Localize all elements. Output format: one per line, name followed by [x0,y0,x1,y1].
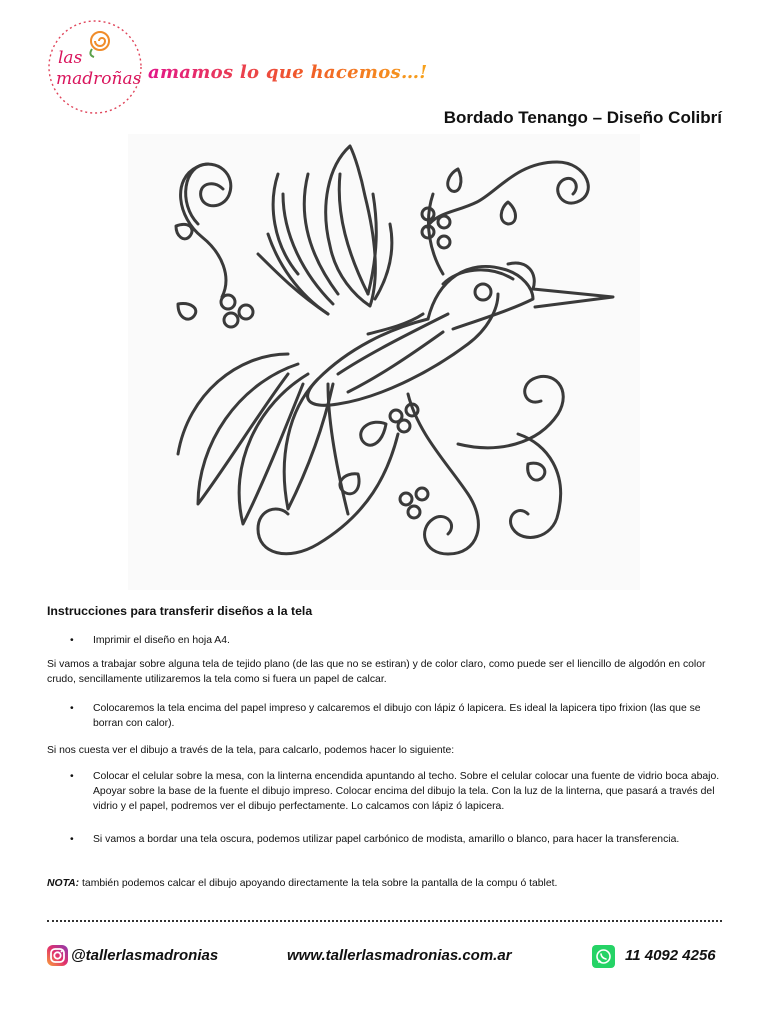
note-text: también podemos calcar el dibujo apoyando directamente la tela sobre la pantalla de la compu ó tablet. [79,878,558,889]
step-phone-flashlight: Colocar el celular sobre la mesa, con la linterna encendida apuntando al techo. Sobre el celular colocar una fuente de vidrio boca abajo. Apoyar sobre la base de la fuente el dibujo impreso. Colocar encima del dibujo la tela. Con la luz de la linterna, que pasará a través del vidrio y el papel, podremos ver el dibujo perfectamente. Lo calcamos con lápiz ó lapicera. [93,771,720,812]
instructions-heading: Instrucciones para transferir diseños a la tela [47,604,313,618]
note-paragraph [47,876,727,891]
bullet-marker: • [70,771,74,782]
tagline-text: amamos lo que hacemos…! [148,62,428,83]
bullet-marker: • [70,635,74,646]
website-link[interactable]: www.tallerlasmadronias.com.ar [287,947,512,964]
document-title: Bordado Tenango – Diseño Colibrí [443,108,722,127]
phone-number-link[interactable]: 11 4092 4256 [625,947,716,964]
logo-text-madronas: madroñas [56,69,142,89]
note-label: NOTA: [47,878,80,889]
step-trace-design: Colocaremos la tela encima del papel impreso y calcaremos el dibujo con lápiz ó lapicera. Es ideal la lapicera tipo frixion (las que se borran con calor). [93,703,701,729]
instagram-icon [47,945,68,966]
paragraph-light-fabric: Si vamos a trabajar sobre alguna tela de tejido plano (de las que no se estiran) y de color claro, como puede ser el liencillo de algodón en color crudo, sencillamente utilizaremos la tela como si fuera un papel de calcar. [47,659,706,685]
hummingbird-illustration [128,134,640,590]
footer-contacts [47,945,722,971]
whatsapp-icon [592,945,615,968]
bullet-marker: • [70,834,74,845]
paragraph-hard-to-see: Si nos cuesta ver el dibujo a través de la tela, para calcarlo, podemos hacer lo siguiente: [47,745,455,756]
step-dark-fabric: Si vamos a bordar una tela oscura, podemos utilizar papel carbónico de modista, amarillo o blanco, para hacer la transferencia. [93,834,680,845]
brand-logo [46,18,144,116]
step-print-design: Imprimir el diseño en hoja A4. [93,635,230,646]
footer-divider [47,920,722,922]
bullet-marker: • [70,703,74,714]
brand-tagline [148,58,428,91]
logo-text-las: las [58,48,83,68]
instagram-handle-link[interactable]: @tallerlasmadronias [71,947,219,964]
